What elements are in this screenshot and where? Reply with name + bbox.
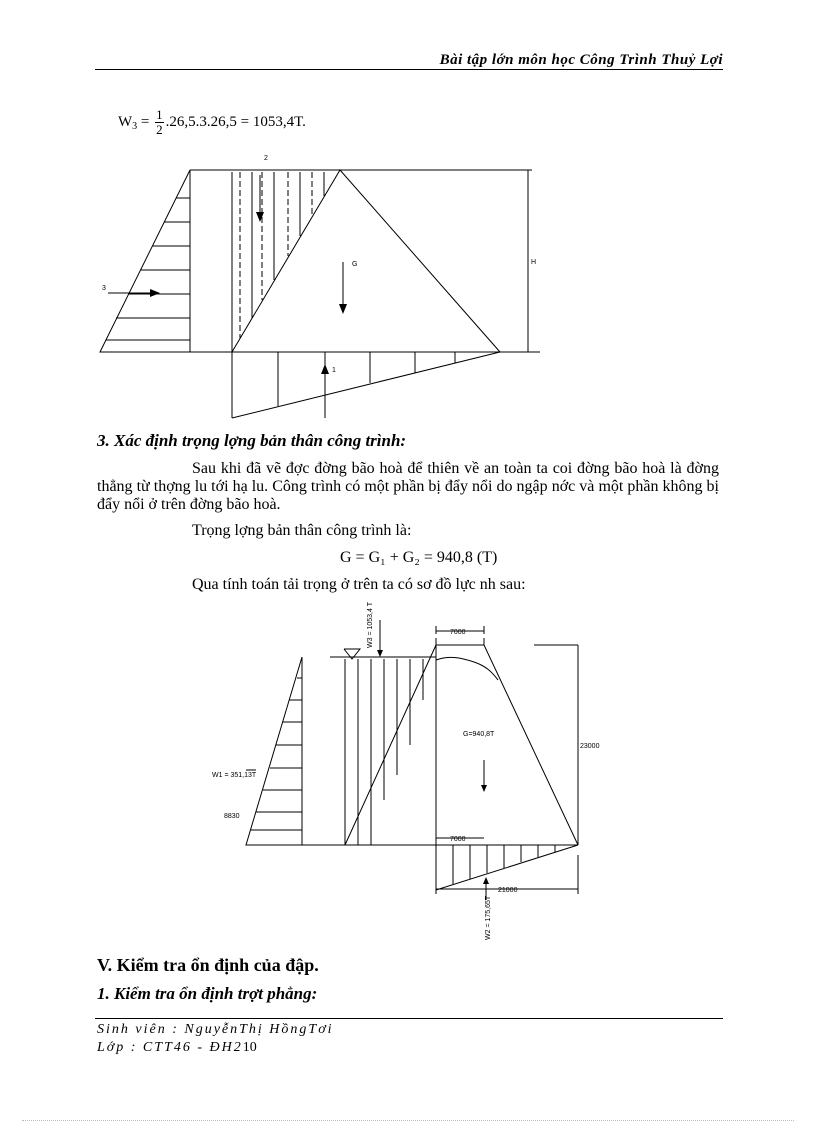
dam-triangle [232, 170, 500, 352]
section3-paragraph: Sau khi đã vẽ đợc đờng bão hoà để thiên về an toàn ta coi đờng bão hoà là đờng thẳng từ thợng lu tới hạ lu. Công trình có một phần bị đẩy nổi do ngập nớc và một phần không bị đẩy nổi ở trên đờng bão hoà. [97, 460, 719, 513]
footer-class-label: Lớp : CTT46 - ĐH2 [97, 1040, 243, 1055]
formula-fraction [155, 108, 164, 137]
upstream-pressure-triangle [100, 170, 190, 352]
header-rule [95, 69, 723, 70]
page-number: 10 [242, 1040, 257, 1055]
section3-heading: 3. Xác định trọng lợng bản thân công trình: [97, 431, 407, 450]
footer-student: Sinh viên : NguyễnThị HồngTơi [97, 1022, 334, 1037]
footer-class [97, 1040, 257, 1056]
formula-frac-num: 1 [156, 107, 163, 122]
formula-lhs: W [118, 113, 133, 130]
diagram2-label-base: 21000 [498, 887, 518, 894]
diagram2-label-w2: W2 = 175,65T [485, 895, 492, 940]
formula-w3: $W_3$ = $\frac{1}{2}$ .26,5.3.26,5 = 1053,4T. [118, 107, 306, 137]
sectionV-subheading: 1. Kiểm tra ổn định trợt phẳng: [97, 984, 318, 1003]
diagram1-label-left: 3 [102, 285, 106, 292]
diagram2-label-h1: 8830 [224, 813, 240, 820]
section3-weight-line: Trọng lợng bản thân công trình là: [192, 522, 412, 539]
formula-lhs-sub: 3 [132, 120, 138, 132]
diagram2-label-bottom-width: 7000 [450, 836, 466, 843]
formula-rest: .26,5.3.26,5 = 1053,4T. [165, 113, 306, 130]
diagram2-label-height: 23000 [580, 743, 600, 750]
diagram2-label-g: G=940,8T [463, 731, 495, 738]
page-header-title: Bài tập lớn môn học Công Trình Thuỷ Lợi [439, 52, 723, 68]
section3-equation: G = G₁ + G₂ = 940,8 (T) [340, 549, 498, 566]
pressure-diagram-1 [90, 150, 550, 425]
diagram1-label-mid: G [352, 261, 358, 268]
formula-frac-den: 2 [156, 122, 163, 137]
diagram1-label-right: H [531, 259, 537, 266]
diagram1-label-top: 2 [264, 155, 268, 162]
diagram2-label-w3: W3 = 1053,4 T [367, 602, 374, 648]
section3-conclusion: Qua tính toán tải trọng ở trên ta có sơ đồ lực nh sau: [192, 576, 526, 593]
sectionV-heading: V. Kiểm tra ổn định của đập. [97, 955, 319, 975]
uplift-line [232, 352, 500, 418]
diagram1-label-bottom: 1 [332, 367, 336, 374]
bottom-dotted-edge [22, 1120, 794, 1121]
diagram2-label-top-width: 7000 [450, 629, 466, 636]
force-diagram-2 [200, 595, 620, 950]
footer-rule [95, 1018, 723, 1019]
diagram2-label-w1: W1 = 351,13T [212, 772, 257, 779]
upstream-water-triangle [246, 657, 302, 845]
